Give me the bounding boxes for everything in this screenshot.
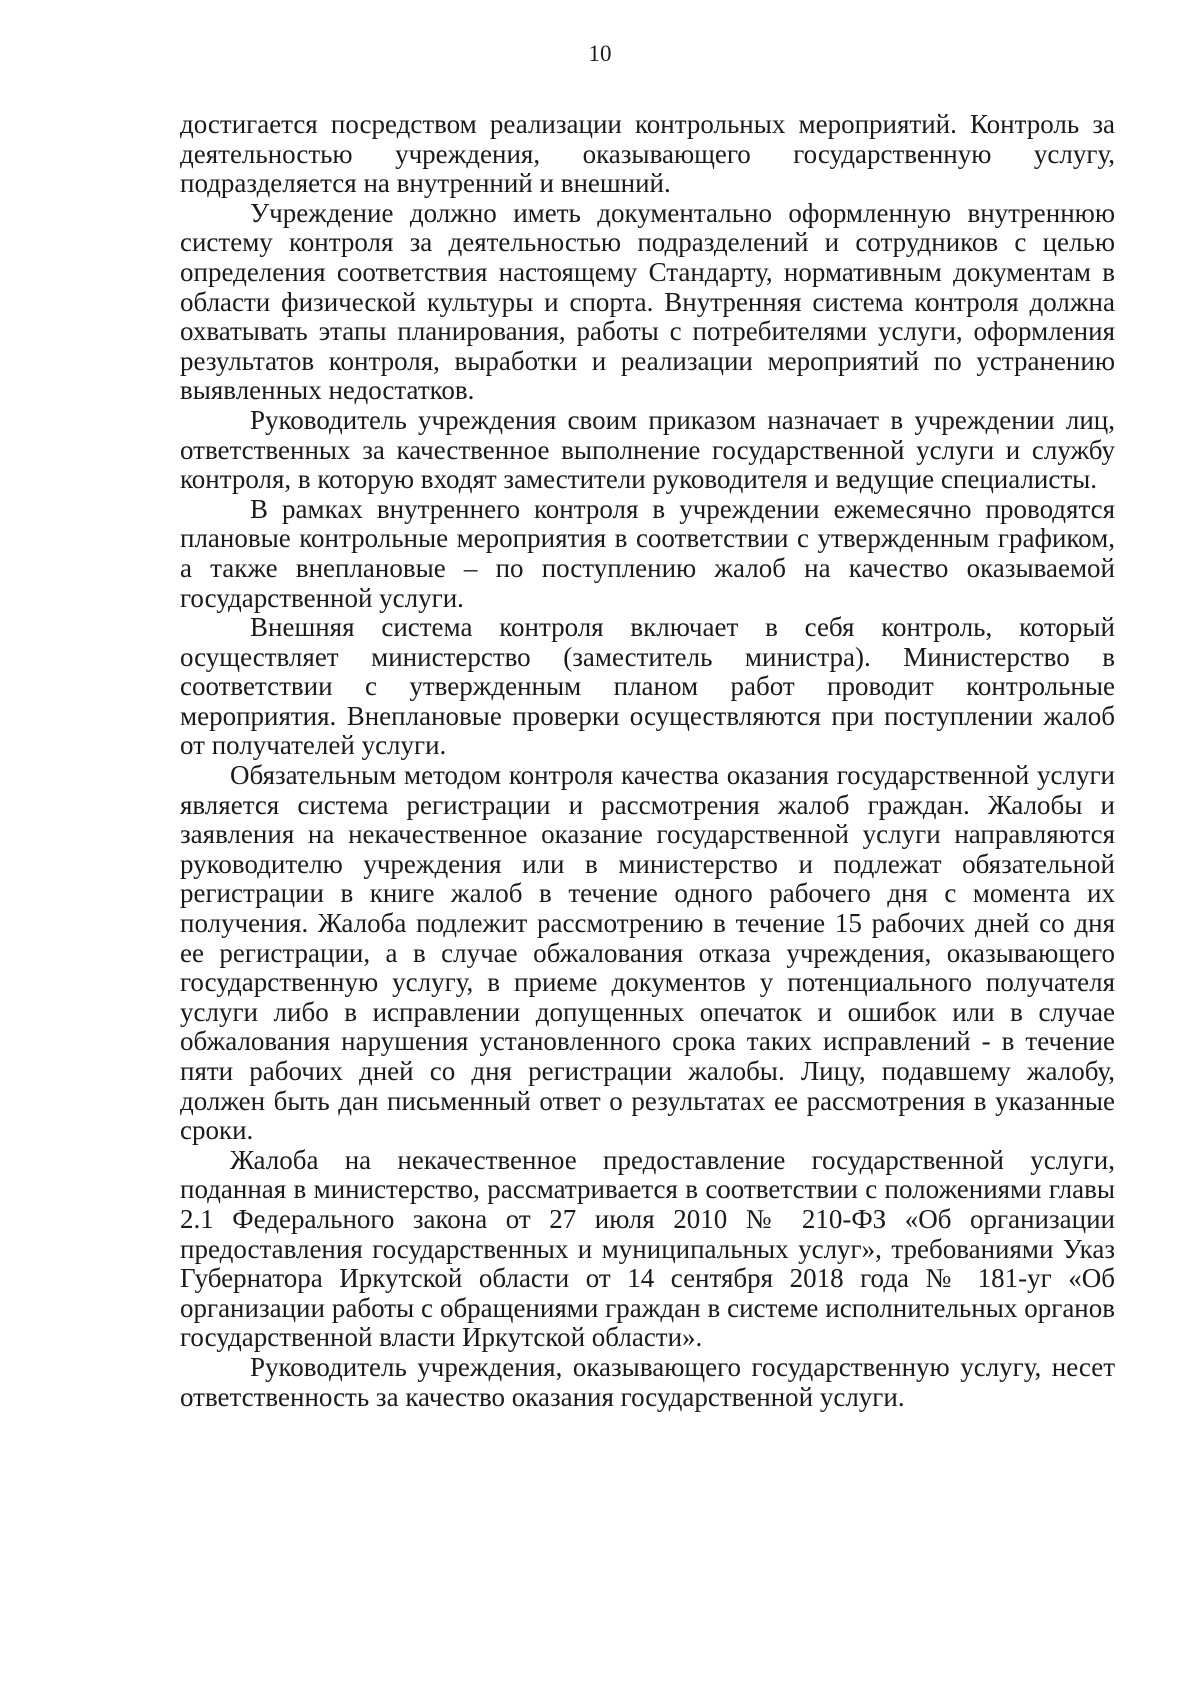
document-body xyxy=(180,110,1115,1412)
paragraph-responsible-persons: Руководитель учреждения своим приказом назначает в учреждении лиц, ответственных за качественное выполнение государственной услуги и службу контроля, в которую входят заместители руководителя и ведущие специалисты. xyxy=(180,404,1115,495)
paragraph-external-control: Внешняя система контроля включает в себя контроль, который осуществляет министерство (заместитель министра). Министерство в соответствии с утвержденным планом работ проводит контрольные мероприятия. Внеплановые проверки осуществляются при поступлении жалоб от получателей услуги. xyxy=(180,612,1115,761)
paragraph-internal-control-system: Учреждение должно иметь документально оформленную внутреннюю систему контроля за деятельностью подразделений и сотрудников с целью определения соответствия настоящему Стандарту, нормативным документам в области физической культуры и спорта. Внутренняя система контроля должна охватывать этапы планирования, работы с потребителями услуги, оформления результатов контроля, выработки и реализации мероприятий по устранению выявленных недостатков. xyxy=(180,197,1115,406)
paragraph-head-responsibility: Руководитель учреждения, оказывающего государственную услугу, несет ответственность за качество оказания государственной услуги. xyxy=(180,1351,1115,1412)
paragraph-complaints-ministry: Жалоба на некачественное предоставление государственной услуги, поданная в министерство, рассматривается в соответствии с положениями главы 2.1 Федерального закона от 27 июля 2010 № 210-ФЗ «Об организации предоставления государственных и муниципальных услуг», требованиями Указ Губернатора Иркутской области от 14 сентября 2018 года № 181-уг «Об организации работы с обращениями граждан в системе исполнительных органов государственной власти Иркутской области». xyxy=(180,1144,1115,1353)
paragraph-planned-inspections: В рамках внутреннего контроля в учреждении ежемесячно проводятся плановые контрольные мероприятия в соответствии с утвержденным графиком, а также внеплановые – по поступлению жалоб на качество оказываемой государственной услуги. xyxy=(180,493,1115,613)
page-number: 10 xyxy=(588,41,612,66)
paragraph-continuation: достигается посредством реализации контрольных мероприятий. Контроль за деятельностью учреждения, оказывающего государственную услугу, подразделяется на внутренний и внешний. xyxy=(180,109,1115,199)
paragraph-complaints-registration: Обязательным методом контроля качества оказания государственной услуги является система регистрации и рассмотрения жалоб граждан. Жалобы и заявления на некачественное оказание государственной услуги направляются руководителю учреждения или в министерство и подлежат обязательной регистрации в книге жалоб в течение одного рабочего дня с момента их получения. Жалоба подлежит рассмотрению в течение 15 рабочих дней со дня ее регистрации, а в случае обжалования отказа учреждения, оказывающего государственную услугу, в приеме документов у потенциального получателя услуги либо в исправлении допущенных опечаток и ошибок или в случае обжалования нарушения установленного срока таких исправлений - в течение пяти рабочих дней со дня регистрации жалобы. Лицу, подавшему жалобу, должен быть дан письменный ответ о результатах ее рассмотрения в указанные сроки. xyxy=(180,760,1115,1146)
